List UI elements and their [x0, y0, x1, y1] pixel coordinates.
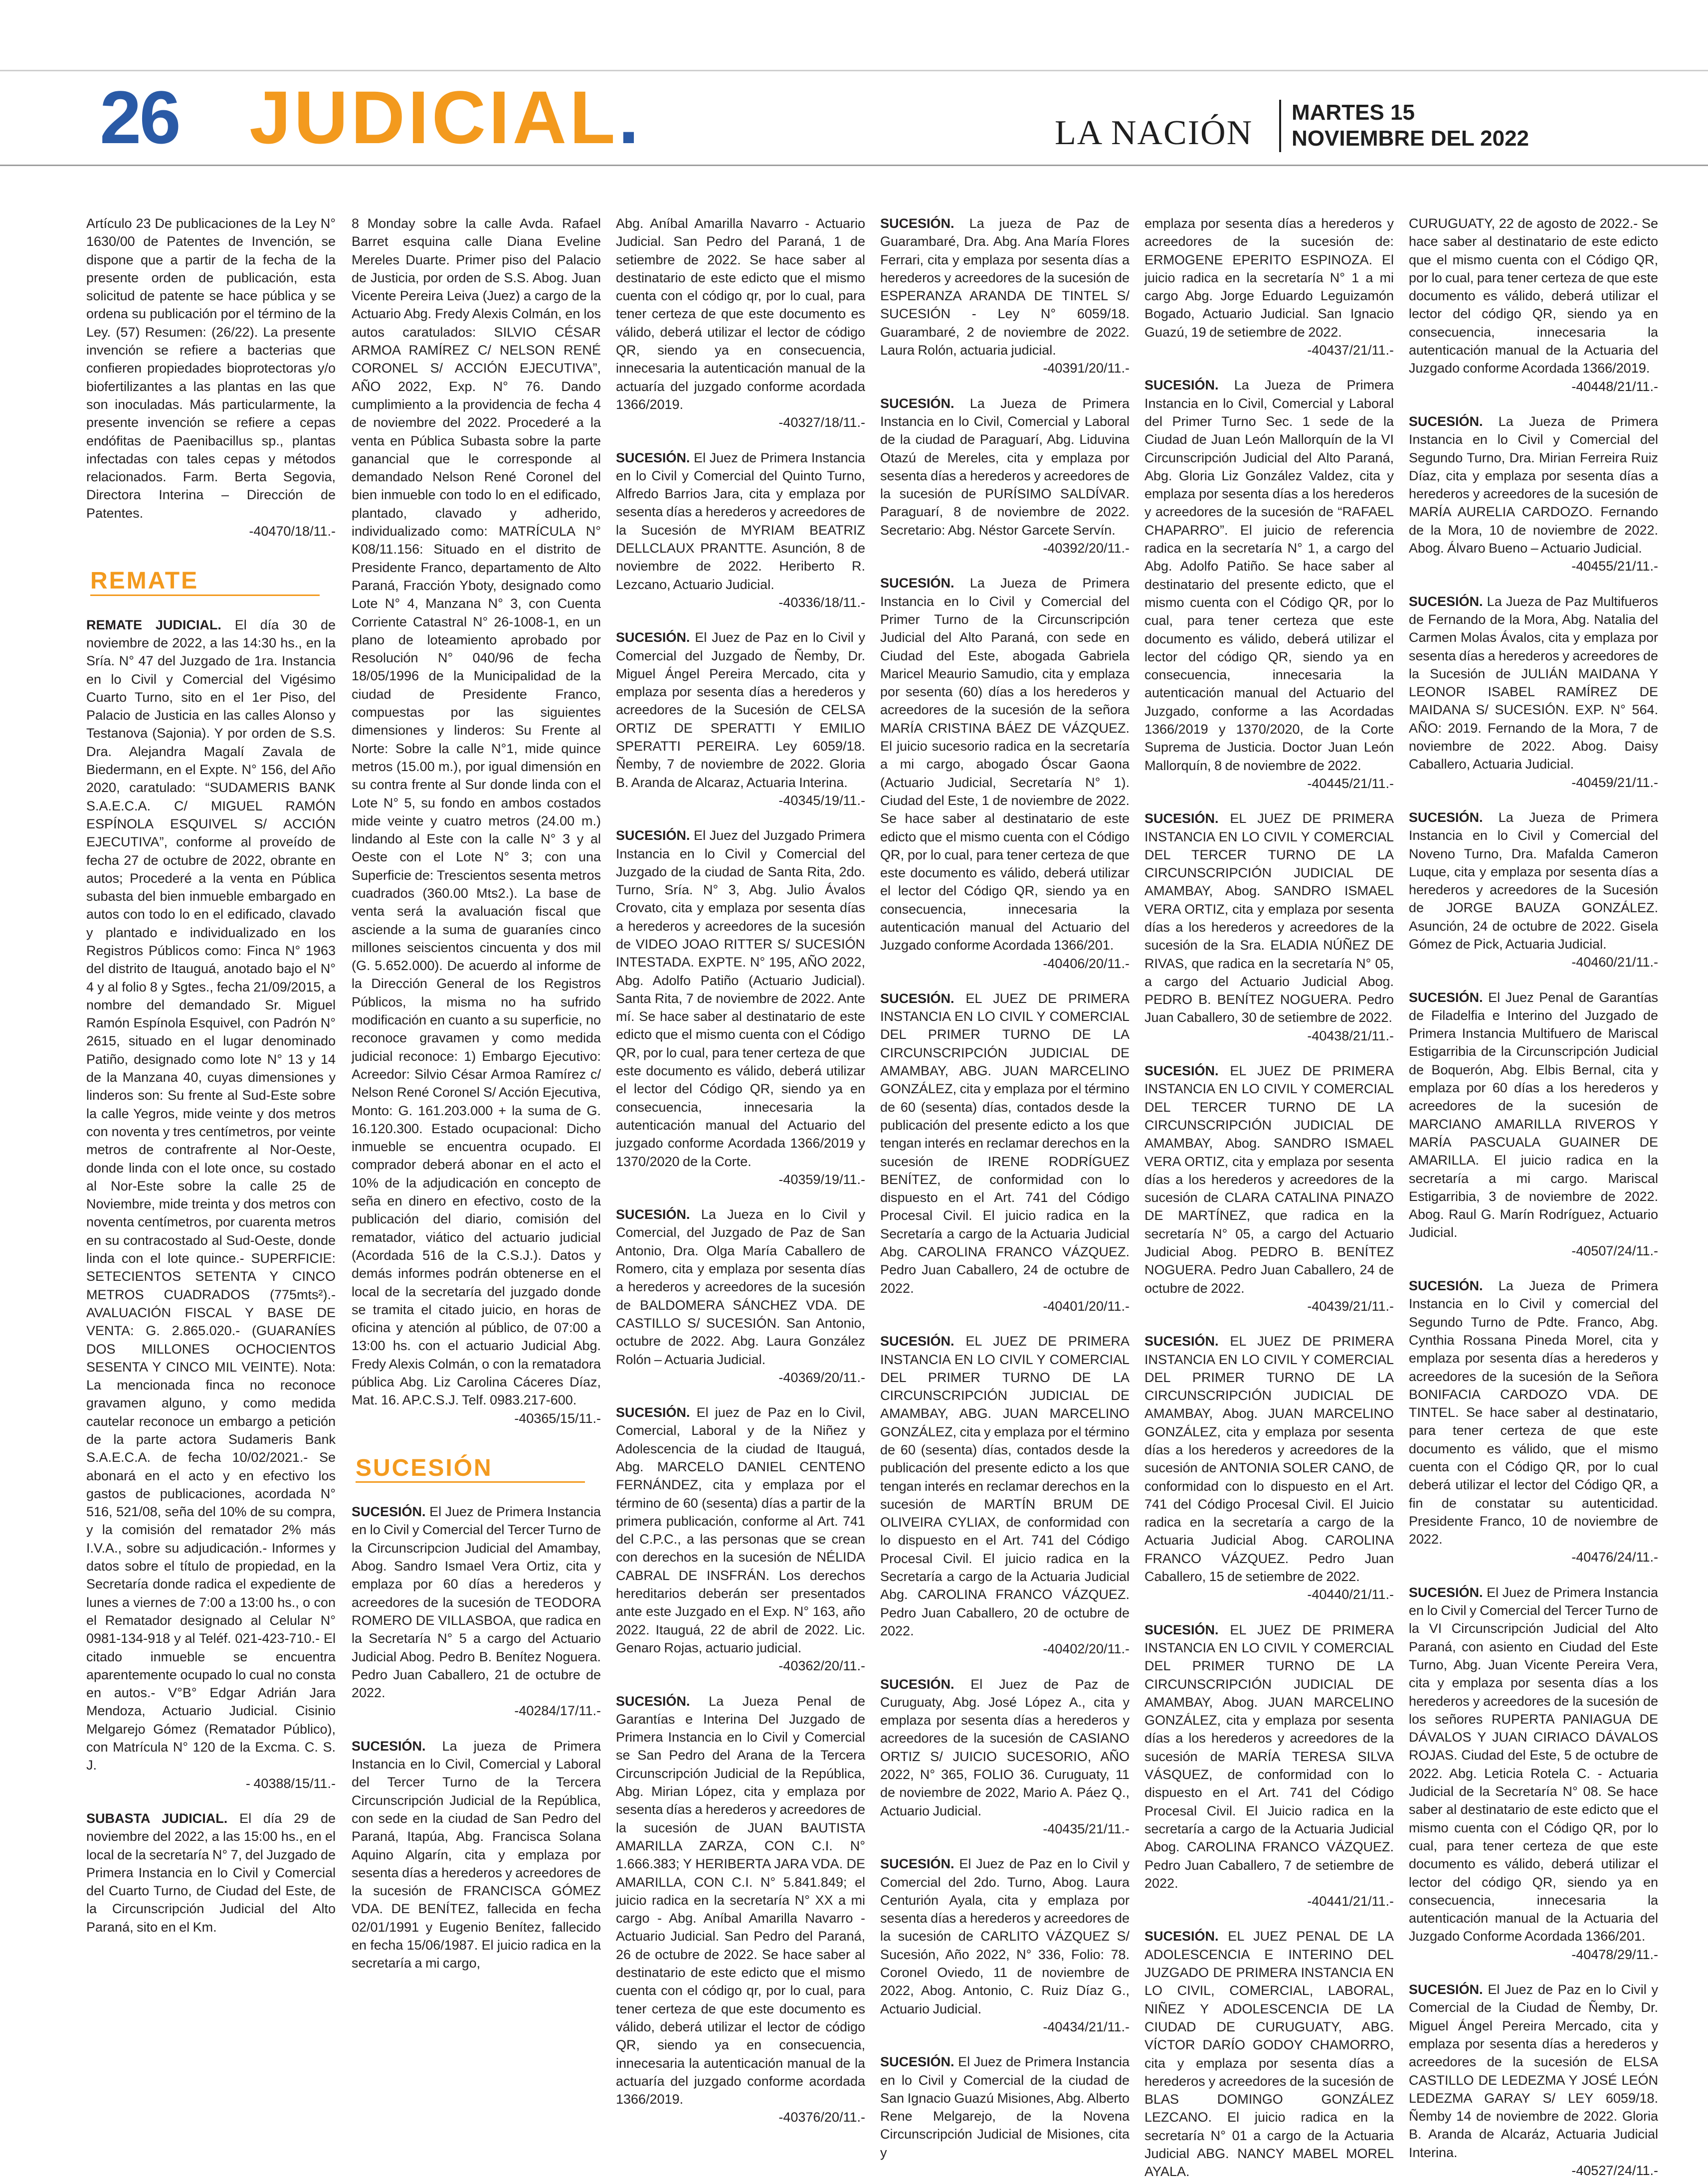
notice-text: La Jueza de Primera Instancia en lo Civil y comercial del Segundo Turno de Pdte. Franco, Abg. Cynthia Rossana Pineda Morel, cita y emplaza por sesenta días a herederos y acreedores de la sucesión de la Señora BONIFACIA CARDOZO VDA. DE TINTEL. Se hace saber al destinatario, para tener certeza de que este documento es válido, que el mismo cuenta con el Código QR, por lo cual deberá utilizar el lector del Código QR, a fin de constatar su autenticidad. Presidente Franco, 10 de noviembre de 2022. — [1409, 1278, 1658, 1547]
notice-body — [880, 395, 1130, 539]
notice-text: La Jueza de Primera Instancia en lo Civil y Comercial del Noveno Turno, Dra. Mafalda Cameron Luque, cita y emplaza por sesenta días a herederos y acreedores de la Sucesión de JORGE BAUZA GONZÁLEZ. Asunción, 24 de octubre de 2022. Gisela Gómez de Pick, Actuaria Judicial. — [1409, 809, 1658, 952]
notice-sucesion — [352, 1503, 601, 1720]
notice-reference: -40470/18/11.- — [249, 524, 336, 539]
notice-keyword: SUCESIÓN. — [616, 1693, 690, 1709]
notice-text: La Jueza de Primera Instancia en lo Civil, Comercial y Laboral de la ciudad de Paraguarí, Abg. Liduvina Otazú de Mereles, cita y emplaza por sesenta días a herederos y acreedores de la sucesión de PURÍSIMO SALDÍVAR. Paraguarí, 8 de noviembre de 2022. Secretario: Abg. Néstor Garcete Servín. — [880, 396, 1130, 538]
issue-date-month: NOVIEMBRE DEL 2022 — [1292, 126, 1529, 151]
notice-keyword: SUCESIÓN. — [1409, 594, 1483, 609]
notice-sucesion — [880, 1332, 1130, 1658]
notice-keyword: SUCESIÓN. — [1144, 811, 1219, 826]
notice-reference: -40391/20/11.- — [1043, 361, 1130, 376]
notice-reference: -40448/21/11.- — [1571, 379, 1658, 394]
notice-text: EL JUEZ DE PRIMERA INSTANCIA EN LO CIVIL Y COMERCIAL DEL PRIMER TURNO DE LA CIRCUNSCRIPCIÓN JUDICIAL DE AMAMBAY, ABG. JUAN MARCELINO GONZÁLEZ, cita y emplaza por el término de 60 (sesenta) días, contados desde la publicación del presente edicto a los que tengan interés en reclamar derechos en la sucesión de IRENE RODRÍGUEZ BENÍTEZ, de conformidad con lo dispuesto en el Art. 741 del Código Procesal Civil. El juicio radica en la Secretaría a cargo de la Actuaria Judicial Abg. CAROLINA FRANCO VÁZQUEZ. Pedro Juan Caballero, 24 de octubre de 2022. — [880, 991, 1130, 1296]
notice-reference: -40441/21/11.- — [1307, 1894, 1394, 1909]
notice-reference: -40401/20/11.- — [1043, 1298, 1130, 1314]
notice-body — [616, 449, 865, 594]
notice-body — [616, 1403, 865, 1657]
notice-body — [880, 1855, 1130, 2018]
notice-sucesion — [616, 1692, 865, 2127]
notice-keyword: SUCESIÓN. — [616, 1207, 690, 1222]
notice-text: El día 29 de noviembre del 2022, a las 15:00 hs., en el local de la secretaría N° 7, del Juzgado de Primera Instancia en lo Civil y Comercial del Cuarto Turno, de Ciudad del Este, de la Circunscripción Judicial del Alto Paraná, sito en el Km. — [86, 1810, 336, 1935]
issue-date — [1292, 100, 1529, 152]
notice-text: La Jueza en lo Civil y Comercial, del Juzgado de Paz de San Antonio, Dra. Olga María Caballero de Romero, cita y emplaza por sesenta días a herederos y acreedores de la sucesión de BALDOMERA SÁNCHEZ VDA. DE CASTILLO S/ SUCESIÓN. San Antonio, octubre de 2022. Abg. Laura González Rolón – Actuaria Judicial. — [616, 1207, 865, 1367]
notice-body — [880, 1332, 1130, 1640]
notice-text: El Juez de Paz en lo Civil y Comercial del Juzgado de Ñemby, Dr. Miguel Ángel Pereira Mercado, cita y emplaza por sesenta días a herederos y acreedores de la Sucesión de CELSA ORTIZ DE SPERATTI Y EMILIO SPERATTI PEREIRA. Ley 6059/18. Ñemby, 7 de noviembre de 2022. Gloria B. Aranda de Alcaraz, Actuaria Interina. — [616, 630, 865, 790]
notice-reference: -40440/21/11.- — [1307, 1587, 1394, 1602]
notice-body: CURUGUATY, 22 de agosto de 2022.- Se hace saber al destinatario de este edicto que el mismo cuenta con el Código QR, por lo cual, para tener certeza de que este documento es válido, deberá utilizar el lector del código QR, siendo ya en consecuencia, innecesaria la autenticación manual de la Actuaria del Juzgado conforme Acordada 1366/2019. — [1409, 216, 1658, 376]
notice-keyword: SUCESIÓN. — [1409, 1278, 1483, 1294]
notice-body — [616, 1692, 865, 2109]
notice-reference: -40445/21/11.- — [1307, 776, 1394, 791]
notice-text: EL JUEZ DE PRIMERA INSTANCIA EN LO CIVIL Y COMERCIAL DEL TERCER TURNO DE LA CIRCUNSCRIPCIÓN JUDICIAL DE AMAMBAY, Abog. SANDRO ISMAEL VERA ORTIZ, cita y emplaza por sesenta días a los herederos y acreedores de la sucesión de CLARA CATALINA PINAZO DE MARTÍNEZ, que radica en la secretaría N° 05, a cargo del Actuario Judicial Abog. PEDRO B. BENÍTEZ NOGUERA. Pedro Juan Caballero, 24 de octubre de 2022. — [1144, 1063, 1394, 1296]
notice-body — [1409, 412, 1658, 557]
notice-body — [1409, 1981, 1658, 2162]
notice-text: El Juez de Primera Instancia en lo Civil y Comercial del Tercer Turno de la Circunscripcion Judicial del Amambay, Abog. Sandro Ismael Vera Ortiz, cita y emplaza por 60 días a herederos y acreedores de la sucesión de TEODORA ROMERO DE VILLASBOA, que radica en la Secretaría N° 5 a cargo del Actuario Judicial Abog. Pedro B. Benítez Noguera. Pedro Juan Caballero, 21 de octubre de 2022. — [352, 1504, 601, 1701]
notice-keyword: SUCESIÓN. — [1409, 990, 1483, 1005]
notice-body — [616, 1205, 865, 1369]
notice-sucesion — [880, 2053, 1130, 2162]
notice-text: El Juez de Paz de Curuguaty, Abg. José López A., cita y emplaza por sesenta días a herederos y acreedores de la sucesión de CASIANO ORTIZ S/ JUICIO SUCESORIO, AÑO 2022, N° 365, FOLIO 36. Curuguaty, 11 de noviembre de 2022, Mario A. Páez Q., Actuario Judicial. — [880, 1676, 1130, 1818]
notice-subasta-continued — [352, 214, 601, 1427]
column-4 — [880, 214, 1130, 2162]
notice-text: La Jueza de Primera Instancia en lo Civil y Comercial del Segundo Turno, Dra. Mirian Ferreira Ruiz Díaz, cita y emplaza por sesenta días a herederos y acreedores de la sucesión de MARÍA AURELIA CARDOZO. Fernando de la Mora, 10 de noviembre de 2022. Abog. Álvaro Bueno – Actuario Judicial. — [1409, 413, 1658, 556]
notice-sucesion — [1144, 376, 1394, 793]
notice-reference: -40435/21/11.- — [1043, 1821, 1130, 1836]
notice-remate — [86, 616, 336, 1792]
section-heading-sucesion — [356, 1454, 585, 1483]
notice-body — [880, 1675, 1130, 1820]
notice-reference: -40476/24/11.- — [1571, 1550, 1658, 1565]
notice-sucesion — [1409, 808, 1658, 972]
notice-text: La Jueza Penal de Garantías e Interina Del Juzgado de Primera Instancia en lo Civil y Comercial se San Pedro del Arana de la Tercera Circunscripción Judicial de la República, Abg. Mirian López, cita y emplaza por sesenta días a herederos y acreedores de la sucesión de JUAN BAUTISTA AMARILLA ZARZA, CON C.I. N° 1.666.383; Y HERIBERTA JARA VDA. DE AMARILLA, CON C.I. N° 5.841.849; el juicio radica en la secretaría N° XX a mi cargo - Abg. Aníbal Amarilla Navarro - Actuario Judicial. San Pedro del Paraná, 26 de octubre de 2022. Se hace saber al destinatario de este edicto que el mismo cuenta con el código qr, por lo cual, para tener certeza de que este documento es válido, deberá utilizar el lector de código QR, siendo ya en consecuencia, innecesaria la autenticación manual de la actuaría del juzgado conforme acordada 1366/2019. — [616, 1693, 865, 2107]
notice-text: El Juez de Primera Instancia en lo Civil y Comercial del Tercer Turno de la VI Circunscripción Judicial del Alto Paraná, con asiento en Ciudad del Este Turno, Abg. Juan Vicente Pereira Vera, cita y emplaza por sesenta días a los herederos y acreedores de la sucesión de los señores RUPERTA PANIAGUA DE DÁVALOS Y JUAN CIRIACO DÁVALOS ROJAS. Ciudad del Este, 5 de octubre de 2022. Abg. Leticia Rotela C. - Actuaria Judicial de la Secretaría N° 08. Se hace saber al destinatario de este edicto que el mismo cuenta con el Código QR, por lo cual, para tener certeza de que este documento es válido, deberá utilizar el lector del código QR, siendo ya en consecuencia, innecesaria la autenticación manual de la Actuaria del Juzgado Conforme Acordada 1366/201. — [1409, 1585, 1658, 1944]
notice-sucesion — [616, 628, 865, 809]
notice-body — [1144, 809, 1394, 1027]
notice-reference: -40402/20/11.- — [1043, 1641, 1130, 1657]
notice-body — [86, 1809, 336, 1936]
notice-keyword: SUCESIÓN. — [616, 1405, 690, 1420]
notice-keyword: SUCESIÓN. — [880, 1856, 954, 1872]
section-title-text: JUDICIAL — [249, 75, 618, 159]
notice-reference: - 40388/15/11.- — [245, 1776, 336, 1791]
notice-keyword: SUCESIÓN. — [1409, 413, 1483, 429]
notice-text: EL JUEZ DE PRIMERA INSTANCIA EN LO CIVIL Y COMERCIAL DEL PRIMER TURNO DE LA CIRCUNSCRIPCIÓN JUDICIAL DE AMAMBAY, ABG. JUAN MARCELINO GONZÁLEZ, cita y emplaza por el término de 60 (sesenta) días, contados desde la publicación del presente edicto a los que tengan interés en reclamar derechos en la sucesión de MARTÍN BRUM DE OLIVEIRA CYLIAX, de conformidad con lo dispuesto en el Art. 741 del Código Procesal Civil. El juicio radica en la Secretaría a cargo de la Actuaria Judicial Abg. CAROLINA FRANCO VÁZQUEZ. Pedro Juan Caballero, 20 de octubre de 2022. — [880, 1334, 1130, 1638]
header-bottom-rule — [0, 165, 1708, 166]
notice-body — [1144, 1332, 1394, 1586]
notice-sucesion — [1144, 1927, 1394, 2181]
column-5 — [1144, 214, 1394, 2180]
notice-body — [880, 2053, 1130, 2162]
notice-text: El Juez de Paz en lo Civil y Comercial de la Ciudad de Ñemby, Dr. Miguel Ángel Pereira Mercado, cita y emplaza por sesenta días a herederos y acreedores de la sucesión de ELSA CASTILLO DE LEDEZMA Y JOSÉ LEÓN LEDEZMA GARAY S/ LEY 6059/18. Ñemby 14 de noviembre de 2022. Gloria B. Aranda de Alcaráz, Actuaria Judicial Interina. — [1409, 1982, 1658, 2160]
notice-body — [1144, 376, 1394, 775]
notice-text: EL JUEZ PENAL DE LA ADOLESCENCIA E INTERINO DEL JUZGADO DE PRIMERA INSTANCIA EN LO CIVIL, COMERCIAL, LABORAL, NIÑEZ Y ADOLESCENCIA DE LA CIUDAD DE CURUGUATY, ABG. VÍCTOR DARÍO GODOY CHAMORRO, cita y emplaza por sesenta días a herederos y acreedores de la sucesión de BLAS DOMINGO GONZÁLEZ LEZCANO. El juicio radica en la secretaría N° 01 a cargo de la Actuaria Judicial ABG. NANCY MABEL MOREL AYALA. — [1144, 1929, 1394, 2180]
column-6 — [1409, 214, 1658, 2178]
notice-sucesion — [1409, 1981, 1658, 2180]
notice-body — [1144, 1927, 1394, 2181]
notice-reference: -40362/20/11.- — [778, 1658, 865, 1674]
newspaper-logo: LA NACIÓN — [1055, 114, 1253, 152]
notice-keyword: SUCESIÓN. — [352, 1504, 426, 1520]
notice-body — [86, 616, 336, 1775]
column-2 — [352, 214, 601, 2162]
notice-continued — [1144, 214, 1394, 359]
notice-body — [1409, 989, 1658, 1242]
notice-reference: -40336/18/11.- — [778, 595, 865, 610]
notice-sucesion — [1409, 412, 1658, 576]
notice-sucesion — [880, 1855, 1130, 2036]
notice-keyword: SUCESIÓN. — [1409, 1982, 1483, 1997]
notice-body — [1144, 1621, 1394, 1892]
notice-text: EL JUEZ DE PRIMERA INSTANCIA EN LO CIVIL Y COMERCIAL DEL PRIMER TURNO DE LA CIRCUNSCRIPCIÓN JUDICIAL DE AMAMBAY, Abog. JUAN MARCELINO GONZÁLEZ, cita y emplaza por sesenta días a los herederos y acreedores de la sucesión de MARÍA TERESA SILVA VÁSQUEZ, de conformidad con lo dispuesto en el Art. 741 del Código Procesal Civil. El Juicio radica en la secretaría a cargo de la Actuaria Judicial Abog. CAROLINA FRANCO VÁZQUEZ. Pedro Juan Caballero, 7 de setiembre de 2022. — [1144, 1622, 1394, 1891]
notice-continued — [616, 214, 865, 432]
notice-reference: -40369/20/11.- — [778, 1370, 865, 1385]
notice-text: El Juez de Primera Instancia en lo Civil y Comercial de la ciudad de San Ignacio Guazú Misiones, Abg. Alberto Rene Melgarejo, de la Novena Circunscripción Judicial de Misiones, cita y — [880, 2054, 1130, 2160]
notice-body: emplaza por sesenta días a herederos y acreedores de la sucesión de: ERMOGENE EPERITO ESPINOZA. El juicio radica en la secretaría N° 1 a mi cargo Abg. Jorge Eduardo Leguizamón Bogado, Actuario Judicial. San Ignacio Guazú, 19 de setiembre de 2022. — [1144, 216, 1394, 340]
notice-sucesion — [1409, 593, 1658, 792]
notice-keyword: SUCESIÓN. — [880, 216, 954, 231]
notice-reference: -40527/24/11.- — [1571, 2163, 1658, 2178]
page-number: 26 — [100, 75, 179, 159]
notice-reference: -40438/21/11.- — [1307, 1028, 1394, 1043]
notice-body: Artículo 23 De publicaciones de la Ley N° 1630/00 de Patentes de Invención, se dispone que a partir de la fecha de la presente orden de publicación, esta solicitud de patente se hace pública y se ordena su publicación por el término de la Ley. (57) Resumen: (26/22). La presente invención se refiere a bacterias que confieren propiedades bioprotectoras y/o biofertilizantes a las plantas en las que son inoculadas. Más particularmente, la presente invención se refiere a cepas endófitas de Paenibacillus sp., plantas infectadas con tales cepas y métodos relacionados. Farm. Berta Segovia, Directora Interina – Dirección de Patentes. — [86, 216, 336, 521]
header-top-rule — [0, 70, 1708, 71]
notice-keyword: SUCESIÓN. — [616, 450, 690, 465]
notice-text: El juez de Paz en lo Civil, Comercial, Laboral y de la Niñez y Adolescencia de la ciudad de Itauguá, Abg. MARCELO DANIEL CENTENO FERNÁNDEZ, cita y emplaza por el término de 60 (sesenta) días a partir de la primera publicación, conforme al Art. 741 del C.P.C., a las personas que se crean con derechos en la sucesión de NÉLIDA CABRAL DE INSFRÁN. Los derechos hereditarios deberán ser presentados ante este Juzgado en el Exp. N° 163, año 2022. Itauguá, 22 de abril de 2022. Lic. Genaro Rojas, actuario judicial. — [616, 1405, 865, 1655]
notice-reference: -40437/21/11.- — [1307, 343, 1394, 358]
notice-keyword: SUCESIÓN. — [880, 1334, 954, 1349]
notice-keyword: SUBASTA JUDICIAL. — [86, 1810, 228, 1826]
notice-body — [880, 214, 1130, 359]
notice-sucesion — [880, 990, 1130, 1315]
notice-reference: -40359/19/11.- — [778, 1172, 865, 1187]
issue-date-day: MARTES 15 — [1292, 100, 1415, 125]
notice-body — [1144, 1062, 1394, 1297]
notice-sucesion — [616, 1205, 865, 1387]
notice-text: EL JUEZ DE PRIMERA INSTANCIA EN LO CIVIL Y COMERCIAL DEL PRIMER TURNO DE LA CIRCUNSCRIPCIÓN JUDICIAL DE AMAMBAY, Abog. JUAN MARCELINO GONZÁLEZ, cita y emplaza por sesenta días a los herederos y acreedores de la sucesión de ANTONIA SOLER CANO, de conformidad con lo dispuesto en el Art. 741 del Código Procesal Civil. El Juicio radica en la secretaría a cargo de la Actuaria Judicial Abog. CAROLINA FRANCO VÁZQUEZ. Pedro Juan Caballero, 15 de setiembre de 2022. — [1144, 1334, 1394, 1585]
notice-reference: -40478/29/11.- — [1571, 1947, 1658, 1962]
notice-sucesion — [880, 1675, 1130, 1838]
page-header — [0, 0, 1708, 170]
section-title-dot: . — [618, 75, 642, 159]
notice-reference: -40460/21/11.- — [1571, 955, 1658, 970]
notice-body: 8 Monday sobre la calle Avda. Rafael Barret esquina calle Diana Eveline Mereles Duarte. Primer piso del Palacio de Justicia, por orden de S.S. Abog. Juan Vicente Pereira Leiva (Juez) a cargo de la Actuario Abg. Fredy Alexis Colmán, en los autos caratulados: SILVIO CÉSAR ARMOA RAMÍREZ C/ NELSON RENÉ CORONEL S/ ACCIÓN EJECUTIVA”, AÑO 2022, Exp. N° 76. Dando cumplimiento a la providencia de fecha 4 de noviembre del 2022. Procederé a la venta en Pública Subasta sobre la parte ganancial que le corresponde al demandado Nelson René Coronel del bien inmueble con todo lo en el edificado, plantado, clavado y adherido, individualizado como: MATRÍCULA N° K08/11.156: Situado en el distrito de Presidente Franco, departamento de Alto Paraná, Fracción Yboty, designado como Lote N° 4, Manzana N° 3, con Cuenta Corriente Catastral N° 26-1008-1, en un plano de loteamiento aprobado por Resolución N° 040/96 de fecha 18/05/1996 de la Municipalidad de la ciudad de Presidente Franco, compuestas por las siguientes dimensiones y linderos: Su Frente al Norte: Sobre la calle N°1, mide quince metros (15.00 m.), por igual dimensión en su contra frente al Sur donde linda con el Lote N° 5, su fondo en ambos costados mide veinte y cuatro metros (24.00 m.) lindando al Este con la calle N° 3 y al Oeste con el Lote N° 3; con una Superficie de: Trescientos sesenta metros cuadrados (360.00 Mts2.). La base de venta será la avaluación fiscal que asciende a la suma de guaraníes cinco millones seiscientos cincuenta y dos mil (G. 5.652.000). De acuerdo al informe de la Dirección General de los Registros Públicos, la misma no ha sufrido modificación en cuanto a su superficie, no reconoce gravamen y como medida judicial reconoce: 1) Embargo Ejecutivo: Acreedor: Silvio César Armoa Ramírez c/ Nelson René Coronel S/ Acción Ejecutiva, Monto: G. 161.203.000 + la suma de G. 16.120.300. Estado ocupacional: Dicho inmueble se encuentra ocupado. El comprador deberá abonar en el acto el 10% de la adjudicación en concepto de seña en dinero en efectivo, costo de la publicación del diario, comisión del rematador, viático del actuario judicial (Acordada 516 de la C.S.J.). Datos y demás informes podrán obtenerse en el local de la secretaría del juzgado donde se tramita el citado juicio, en horas de oficina y atención al público, de 07:00 a 13:00 hs. con el actuario Judicial Abg. Fredy Alexis Colmán, o con la rematadora pública Abg. Liz Carolina Cáceres Díaz, Mat. 16. AP.C.S.J. Telf. 0983.217-600. — [352, 216, 601, 1408]
notice-body — [616, 826, 865, 1171]
notice-keyword: SUCESIÓN. — [880, 2054, 954, 2070]
notice-reference: -40365/15/11.- — [514, 1410, 601, 1426]
notice-text: La Jueza de Primera Instancia en lo Civil y Comercial del Primer Turno de la Circunscripción Judicial del Alto Paraná, con sede en Ciudad del Este, abogada Gabriela Maricel Meaurio Samudio, cita y emplaza por sesenta (60) días a los herederos y acreedores de la sucesión de la señora MARÍA CRISTINA BÁEZ DE VÁZQUEZ. El juicio sucesorio radica en la secretaría a mi cargo, abogado Óscar Gaona (Actuario Judicial, Secretaría N° 1). Ciudad del Este, 1 de noviembre de 2022. Se hace saber al destinatario de este edicto que el mismo cuenta con el Código QR, por lo cual, para tener certeza de que este documento es válido, deberá utilizar el lector del Código QR, siendo ya en consecuencia, innecesaria la autenticación manual del Actuario del Juzgado conforme Acordada 1366/201. — [880, 576, 1130, 953]
notice-text: La jueza de Primera Instancia en lo Civil, Comercial y Laboral del Tercer Turno de la Tercera Circunscripción Judicial de la República, con sede en la ciudad de San Pedro del Paraná, Itapúa, Abg. Francisca Solana Aquino Algarín, cita y emplaza por sesenta días a herederos y acreedores de la sucesión de FRANCISCA GÓMEZ VDA. DE BENÍTEZ, fallecida en fecha 02/01/1991 y Eugenio Benítez, fallecido en fecha 15/06/1987. El juicio radica en la secretaría a mi cargo, — [352, 1738, 601, 1971]
notice-body — [352, 1503, 601, 1702]
notice-keyword: SUCESIÓN. — [880, 576, 954, 591]
notice-text: La jueza de Paz de Guarambaré, Dra. Abg. Ana María Flores Ferrari, cita y emplaza por sesenta días a herederos y acreedores de la sucesión de ESPERANZA ARANDA DE TINTEL S/ SUCESIÓN - Ley N° 6059/18. Guarambaré, 2 de noviembre de 2022. Laura Rolón, actuaria judicial. — [880, 216, 1130, 358]
notice-text: El Juez del Juzgado Primera Instancia en lo Civil y Comercial del Juzgado de la ciudad de Santa Rita, 2do. Turno, Sría. N° 3, Abg. Julio Ávalos Crovato, cita y emplaza por sesenta días a herederos y acreedores de la sucesión de VIDEO JOAO RITTER S/ SUCESIÓN INTESTADA. EXPTE. N° 195, AÑO 2022, Abg. Adolfo Patiño (Actuario Judicial). Santa Rita, 7 de noviembre de 2022. Ante mí. Se hace saber al destinatario de este edicto que el mismo cuenta con el Código QR, por lo cual, para tener certeza de que este documento es válido, deberá utilizar el lector del Código QR, siendo ya en consecuencia, innecesaria la autenticación manual del Actuario del juzgado conforme Acordada 1366/2019 y 1370/2020 de la Corte. — [616, 828, 865, 1169]
notice-keyword: SUCESIÓN. — [1144, 1334, 1219, 1349]
notice-body — [1409, 808, 1658, 953]
notice-text: La Jueza de Primera Instancia en lo Civil, Comercial y Laboral del Primer Turno Sec. 1 sede de la Ciudad de Juan León Mallorquín de la VI Circunscripción Judicial del Alto Paraná, Abg. Gloria Liz González Valdez, cita y emplaza por sesenta días a los herederos y acreedores de la sucesión de “RAFAEL CHAPARRO”. El juicio de referencia radica en la secretaría N° 1, a cargo del Abg. Adolfo Patiño. Se hace saber al destinatario del presente edicto, que el mismo cuenta con el Código QR, por lo cual, para tener certeza que este documento es válido, deberá utilizar el lector del código QR, siendo ya en consecuencia, innecesaria la autenticación manual del Actuario del Juzgado, conforme a las Acordadas 1366/2019 y 1370/2020, de la Corte Suprema de Justicia. Doctor Juan León Mallorquín, 8 de noviembre de 2022. — [1144, 378, 1394, 773]
notice-body — [1409, 593, 1658, 774]
notice-text: EL JUEZ DE PRIMERA INSTANCIA EN LO CIVIL Y COMERCIAL DEL TERCER TURNO DE LA CIRCUNSCRIPCIÓN JUDICIAL DE AMAMBAY, Abog. SANDRO ISMAEL VERA ORTIZ, cita y emplaza por sesenta días a los herederos y acreedores de la sucesión de la Sra. ELADIA NÚÑEZ DE RIVAS, que radica en la secretaría N° 05, a cargo del Actuario Judicial Abog. PEDRO B. BENÍTEZ NOGUERA. Pedro Juan Caballero, 30 de setiembre de 2022. — [1144, 811, 1394, 1025]
notice-text: El Juez Penal de Garantías de Filadelfia e Interino del Juzgado de Primera Instancia Multifuero de Mariscal Estigarribia de la Circunscripción Judicial de Boquerón, Abg. Elbis Bernal, cita y emplaza por 60 días a los herederos y acreedores de la sucesión de MARCIANO AMARILLA RIVEROS Y MARÍA PASCUALA GUAINER DE AMARILLA. El juicio radica en la secretaría a mi cargo. Mariscal Estigarribia, 3 de noviembre de 2022. Abog. Raul G. Marín Rodríguez, Actuario Judicial. — [1409, 990, 1658, 1240]
section-heading-remate — [90, 568, 320, 595]
section-heading-remate-label: REMATE — [90, 568, 199, 595]
notice-sucesion — [880, 395, 1130, 558]
notice-keyword: SUCESIÓN. — [880, 991, 954, 1006]
notice-keyword: SUCESIÓN. — [1144, 378, 1219, 393]
notice-continued — [1409, 214, 1658, 396]
notice-keyword: SUCESIÓN. — [1409, 809, 1483, 825]
notice-reference: -40376/20/11.- — [778, 2110, 865, 2125]
notice-text: La Jueza de Paz Multifueros de Fernando de la Mora, Abg. Natalia del Carmen Molas Ávalos, cita y emplaza por sesenta días a herederos y acreedores de la Sucesión de JULIÁN MAIDANA Y LEONOR ISABEL RAMÍREZ DE MAIDANA S/ SUCESIÓN. EXP. N° 564. AÑO: 2019. Fernando de la Mora, 7 de noviembre de 2022. Abog. Daisy Caballero, Actuaria Judicial. — [1409, 594, 1658, 772]
section-heading-sucesion-label: SUCESIÓN — [356, 1454, 493, 1481]
notice-keyword: SUCESIÓN. — [880, 1676, 954, 1692]
notice-sucesion — [880, 574, 1130, 973]
notice-reference: -40406/20/11.- — [1043, 956, 1130, 971]
notice-reference: -40439/21/11.- — [1307, 1298, 1394, 1314]
column-3 — [616, 214, 865, 2162]
notice-body — [1409, 1277, 1658, 1548]
notice-reference: -40507/24/11.- — [1571, 1243, 1658, 1258]
notice-body — [1409, 1584, 1658, 1946]
notice-sucesion — [616, 826, 865, 1189]
notice-text: El Juez de Paz en lo Civil y Comercial del 2do. Turno, Abog. Laura Centurión Ayala, cita y emplaza por sesenta días a herederos y acreedores de la sucesión de CARLITO VÁZQUEZ S/ Sucesión, Año 2022, N° 336, Folio: 78. Coronel Oviedo, 11 de noviembre de 2022, Abog. Antonio, C. Ruiz Díaz G., Actuario Judicial. — [880, 1856, 1130, 2016]
notice-keyword: SUCESIÓN. — [1144, 1929, 1219, 1944]
notice-keyword: SUCESIÓN. — [616, 630, 690, 645]
notice-body — [616, 628, 865, 792]
notice-body: Abg. Aníbal Amarilla Navarro - Actuario Judicial. San Pedro del Paraná, 1 de setiembre de 2022. Se hace saber al destinatario de este edicto que el mismo cuenta con el código qr, por lo cual, para tener certeza de que este documento es válido, deberá utilizar el lector de código QR, siendo ya en consecuencia, innecesaria la autenticación manual de la actuaría del juzgado conforme acordada 1366/2019. — [616, 216, 865, 412]
notice-keyword: SUCESIÓN. — [1144, 1622, 1219, 1637]
notice-sucesion — [880, 214, 1130, 378]
section-heading-underline — [90, 595, 320, 596]
notice-text: El Juez de Primera Instancia en lo Civil y Comercial del Quinto Turno, Alfredo Barrios Jara, cita y emplaza por sesenta días a herederos y acreedores de la Sucesión de MYRIAM BEATRIZ DELLCLAUX PRANTTE. Asunción, 8 de noviembre de 2022. Heriberto R. Lezcano, Actuario Judicial. — [616, 450, 865, 592]
notice-reference: -40455/21/11.- — [1571, 559, 1658, 574]
notice-sucesion — [1409, 989, 1658, 1260]
notice-sucesion — [1144, 1621, 1394, 1911]
notice-patent — [86, 214, 336, 540]
notice-subasta — [86, 1809, 336, 1936]
notice-keyword: SUCESIÓN. — [352, 1738, 426, 1754]
notice-sucesion — [1144, 1062, 1394, 1315]
notice-reference: -40434/21/11.- — [1043, 2019, 1130, 2034]
notice-reference: -40284/17/11.- — [514, 1703, 601, 1719]
notice-sucesion — [1409, 1584, 1658, 1964]
notice-sucesion — [1144, 809, 1394, 1045]
header-divider — [1279, 100, 1281, 152]
notice-sucesion — [352, 1737, 601, 1973]
notice-sucesion — [1409, 1277, 1658, 1567]
section-title — [249, 75, 642, 159]
notice-keyword: REMATE JUDICIAL. — [86, 617, 221, 632]
notice-keyword: SUCESIÓN. — [1144, 1063, 1219, 1079]
notice-sucesion — [1144, 1332, 1394, 1603]
notice-keyword: SUCESIÓN. — [1409, 1585, 1483, 1600]
notice-keyword: SUCESIÓN. — [880, 396, 954, 411]
notice-text: El día 30 de noviembre de 2022, a las 14:30 hs., en la Sría. N° 47 del Juzgado de 1ra. Instancia en lo Civil y Comercial del Vigésimo Cuarto Turno, sito en el 1er Piso, del Palacio de Justicia en las calles Alonso y Testanova (Sajonia). Y por orden de S.S. Dra. Alejandra Magalí Zavala de Biedermann, en el Expte. N° 156, del Año 2020, caratulado: “SUDAMERIS BANK S.A.E.C.A. C/ MIGUEL RAMÓN ESPÍNOLA ESQUIVEL S/ ACCIÓN EJECUTIVA”, conforme al proveído de fecha 27 de octubre de 2022, obrante en autos; Procederé a la venta en Pública subasta del bien inmueble embargado en autos con todo lo en el edificado, clavado y plantado e individualizado en los Registros Públicos como: Finca N° 1963 del distrito de Itauguá, anotado bajo el N° 4 y al folio 8 y Sgtes., fecha 21/09/2015, a nombre del demandado Sr. Miguel Ramón Espínola Esquivel, con Padrón N° 2615, situado en el lugar denominado Patiño, designado como lote N° 13 y 14 de la Manzana 40, cuyas dimensiones y linderos son: Su frente al Sud-Este sobre la calle Yegros, mide veinte y dos metros con noventa y tres centímetros, por veinte metros de contrafrente al Nor-Oeste, donde linda con el lote once, su costado al Nor-Este sobre la calle 25 de Noviembre, mide treinta y dos metros con noventa centímetros, por cuarenta metros en su contracostado al Sud-Oeste, donde linda con el lote quince.- SUPERFICIE: SETECIENTOS SETENTA Y CINCO METROS CUADRADOS (775mts²).- AVALUACIÓN FISCAL Y BASE DE VENTA: G. 2.865.020.- (GUARANÍES DOS MILLONES OCHOCIENTOS SESENTA Y CINCO MIL VEINTE). Nota: La mencionada finca no reconoce gravamen alguno, y como medida cautelar reconoce un embargo a petición de la parte actora Sudameris Bank S.A.E.C.A. de fecha 10/02/2021.- Se abonará en el acto y en efectivo los gastos de publicaciones, acordada N° 516, 521/08, seña del 10% de su compra, y la comisión del rematador 2% más I.V.A., sobre su adjudicación.- Informes y datos sobre el título de propiedad, en la Secretaría donde radica el expediente de lunes a viernes de 7:00 a 13:00 hs., o con el Rematador designado al Celular N° 0981-134-918 y al Teléf. 021-423-710.- El citado inmueble se encuentra aparentemente ocupado lo cual no consta en autos.- V°B° Edgar Adrián Jara Mendoza, Actuario Judicial. Cisinio Melgarejo Gómez (Rematador Público), con Matrícula N° 120 de la Excma. C. S. J. — [86, 617, 336, 1773]
notice-reference: -40327/18/11.- — [778, 415, 865, 430]
notice-sucesion — [616, 449, 865, 612]
column-1 — [86, 214, 336, 2162]
notice-body — [880, 574, 1130, 954]
notice-reference: -40345/19/11.- — [778, 793, 865, 808]
notice-sucesion — [616, 1403, 865, 1675]
notice-reference: -40459/21/11.- — [1571, 775, 1658, 790]
section-heading-underline — [356, 1481, 585, 1483]
notice-keyword: SUCESIÓN. — [616, 828, 690, 843]
notice-body — [880, 990, 1130, 1297]
notice-body — [352, 1737, 601, 1973]
notice-reference: -40392/20/11.- — [1043, 541, 1130, 556]
